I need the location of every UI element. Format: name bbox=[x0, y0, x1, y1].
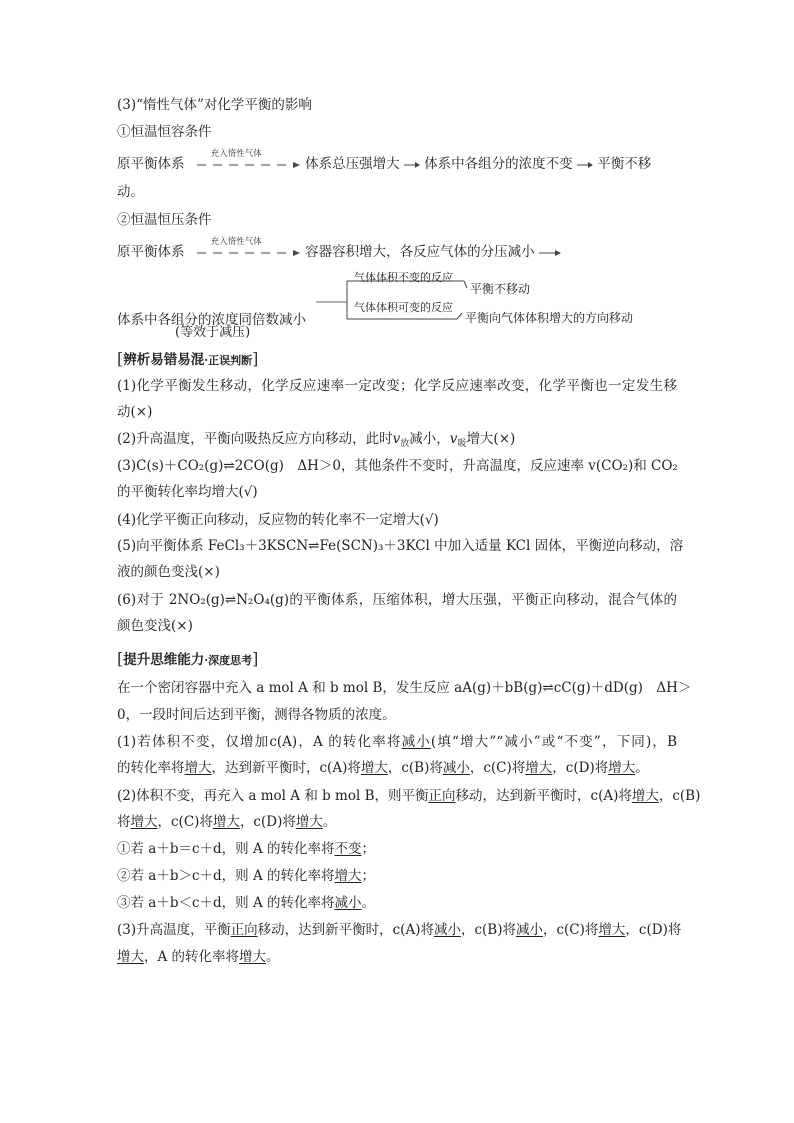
arrow-icon bbox=[404, 154, 420, 174]
think-q2-sub1: ①若 a＋b＝c＋d，则 A 的转化率将不变； bbox=[117, 841, 376, 857]
case1-heading: ①恒温恒容条件 bbox=[117, 124, 212, 140]
judge-item-5-line1: (5)向平衡体系 FeCl₃＋3KSCN⇌Fe(SCN)₃＋3KCl 中加入适量 KCl 固体，平衡逆向移动，溶 bbox=[117, 538, 684, 554]
think-q2-sub3: ③若 a＋b＜c＋d，则 A 的转化率将减小。 bbox=[117, 895, 376, 911]
judge-item-3-line2: 的平衡转化率均增大(√) bbox=[117, 484, 258, 500]
flow1-start: 原平衡体系 bbox=[117, 156, 185, 172]
think-q3-line1: (3)升高温度，平衡正向移动，达到新平衡时，c(A)将减小，c(B)将减小，c(C)将增大，c(D)将 bbox=[117, 922, 682, 938]
think-intro-line1: 在一个密闭容器中充入 a mol A 和 b mol B，发生反应 aA(g)＋bB(g)⇌cC(g)＋dD(g) ΔH＞ bbox=[117, 680, 692, 696]
judge-item-6-line1: (6)对于 2NO₂(g)⇌N₂O₄(g)的平衡体系，压缩体积，增大压强，平衡正向移动，混合气体的 bbox=[117, 592, 677, 608]
judge-item-3-line1: (3)C(s)＋CO₂(g)⇌2CO(g) ΔH＞0，其他条件不变时，升高温度，反应速率 v(CO₂)和 CO₂ bbox=[117, 458, 678, 474]
think-q2-line1: (2)体积不变，再充入 a mol A 和 b mol B，则平衡正向移动，达到新平衡时，c(A)将增大，c(B) bbox=[117, 788, 701, 804]
think-q2-sub2: ②若 a＋b＞c＋d，则 A 的转化率将增大； bbox=[117, 868, 376, 884]
flow1-step3: 平衡不移 bbox=[597, 156, 652, 172]
judge-item-6-line2: 颜色变浅(×) bbox=[117, 618, 193, 634]
flow1-continuation: 动。 bbox=[117, 184, 144, 200]
flow2-bottom-text: 体系中各组分的浓度同倍数减小 bbox=[117, 312, 306, 328]
judge-item-1-line2: 动(×) bbox=[117, 404, 153, 420]
flow1-step1: 体系总压强增大 bbox=[305, 156, 400, 172]
think-q3-line2: 增大，A 的转化率将增大。 bbox=[117, 949, 280, 965]
case2-heading: ②恒温恒压条件 bbox=[117, 212, 212, 228]
judge-item-1-line1: (1)化学平衡发生移动，化学反应速率一定改变；化学反应速率改变，化学平衡也一定发生移 bbox=[117, 378, 677, 394]
branch2-result: 平衡向气体体积增大的方向移动 bbox=[465, 311, 634, 325]
flow2-start: 原平衡体系 bbox=[117, 244, 185, 260]
flow1-step2: 体系中各组分的浓度不变 bbox=[424, 156, 573, 172]
dashed-arrow-icon bbox=[189, 237, 301, 262]
section-title: (3)“惰性气体”对化学平衡的影响 bbox=[117, 97, 312, 113]
judge-item-2: (2)升高温度，平衡向吸热反应方向移动，此时$v_放$减小，$v_吸$增大(×) bbox=[117, 431, 516, 449]
think-q2-line2: 将增大，c(C)将增大，c(D)将增大。 bbox=[117, 814, 337, 830]
judge-item-4: (4)化学平衡正向移动，反应物的转化率不一定增大(√) bbox=[117, 512, 439, 528]
section-header-think: [提升思维能力·深度思考] bbox=[117, 649, 259, 668]
flow2-bottom-sub: (等效于减压) bbox=[175, 325, 251, 340]
think-intro-line2: 0，一段时间后达到平衡，测得各物质的浓度。 bbox=[117, 707, 396, 723]
judge-item-5-line2: 液的颜色变浅(×) bbox=[117, 564, 220, 580]
arrow-label: 充入惰性气体 bbox=[210, 237, 262, 247]
flow-constant-volume bbox=[117, 149, 652, 174]
branch1-result: 平衡不移动 bbox=[470, 282, 531, 296]
arrow-label: 充入惰性气体 bbox=[210, 149, 262, 159]
section-header-judge: [辨析易错易混·正误判断] bbox=[117, 349, 259, 368]
think-q1-line1: (1)若体积不变，仅增加c(A)，A 的转化率将减小(填“增大”“减小”或“不变”，下同)，B bbox=[117, 734, 677, 750]
branch2-condition: 气体体积可变的反应 bbox=[354, 301, 453, 314]
dashed-arrow-icon bbox=[189, 149, 301, 174]
arrow-icon bbox=[539, 242, 561, 262]
flow-constant-pressure bbox=[117, 237, 561, 262]
answer-blank: 减小 bbox=[401, 734, 431, 750]
arrow-icon bbox=[577, 154, 593, 174]
flow2-step1: 容器容积增大，各反应气体的分压减小 bbox=[305, 244, 535, 260]
branch1-condition: 气体体积不变的反应 bbox=[354, 271, 453, 284]
think-q1-line2: 的转化率将增大，达到新平衡时，c(A)将增大，c(B)将减小，c(C)将增大，c(D)将增大。 bbox=[117, 760, 649, 776]
